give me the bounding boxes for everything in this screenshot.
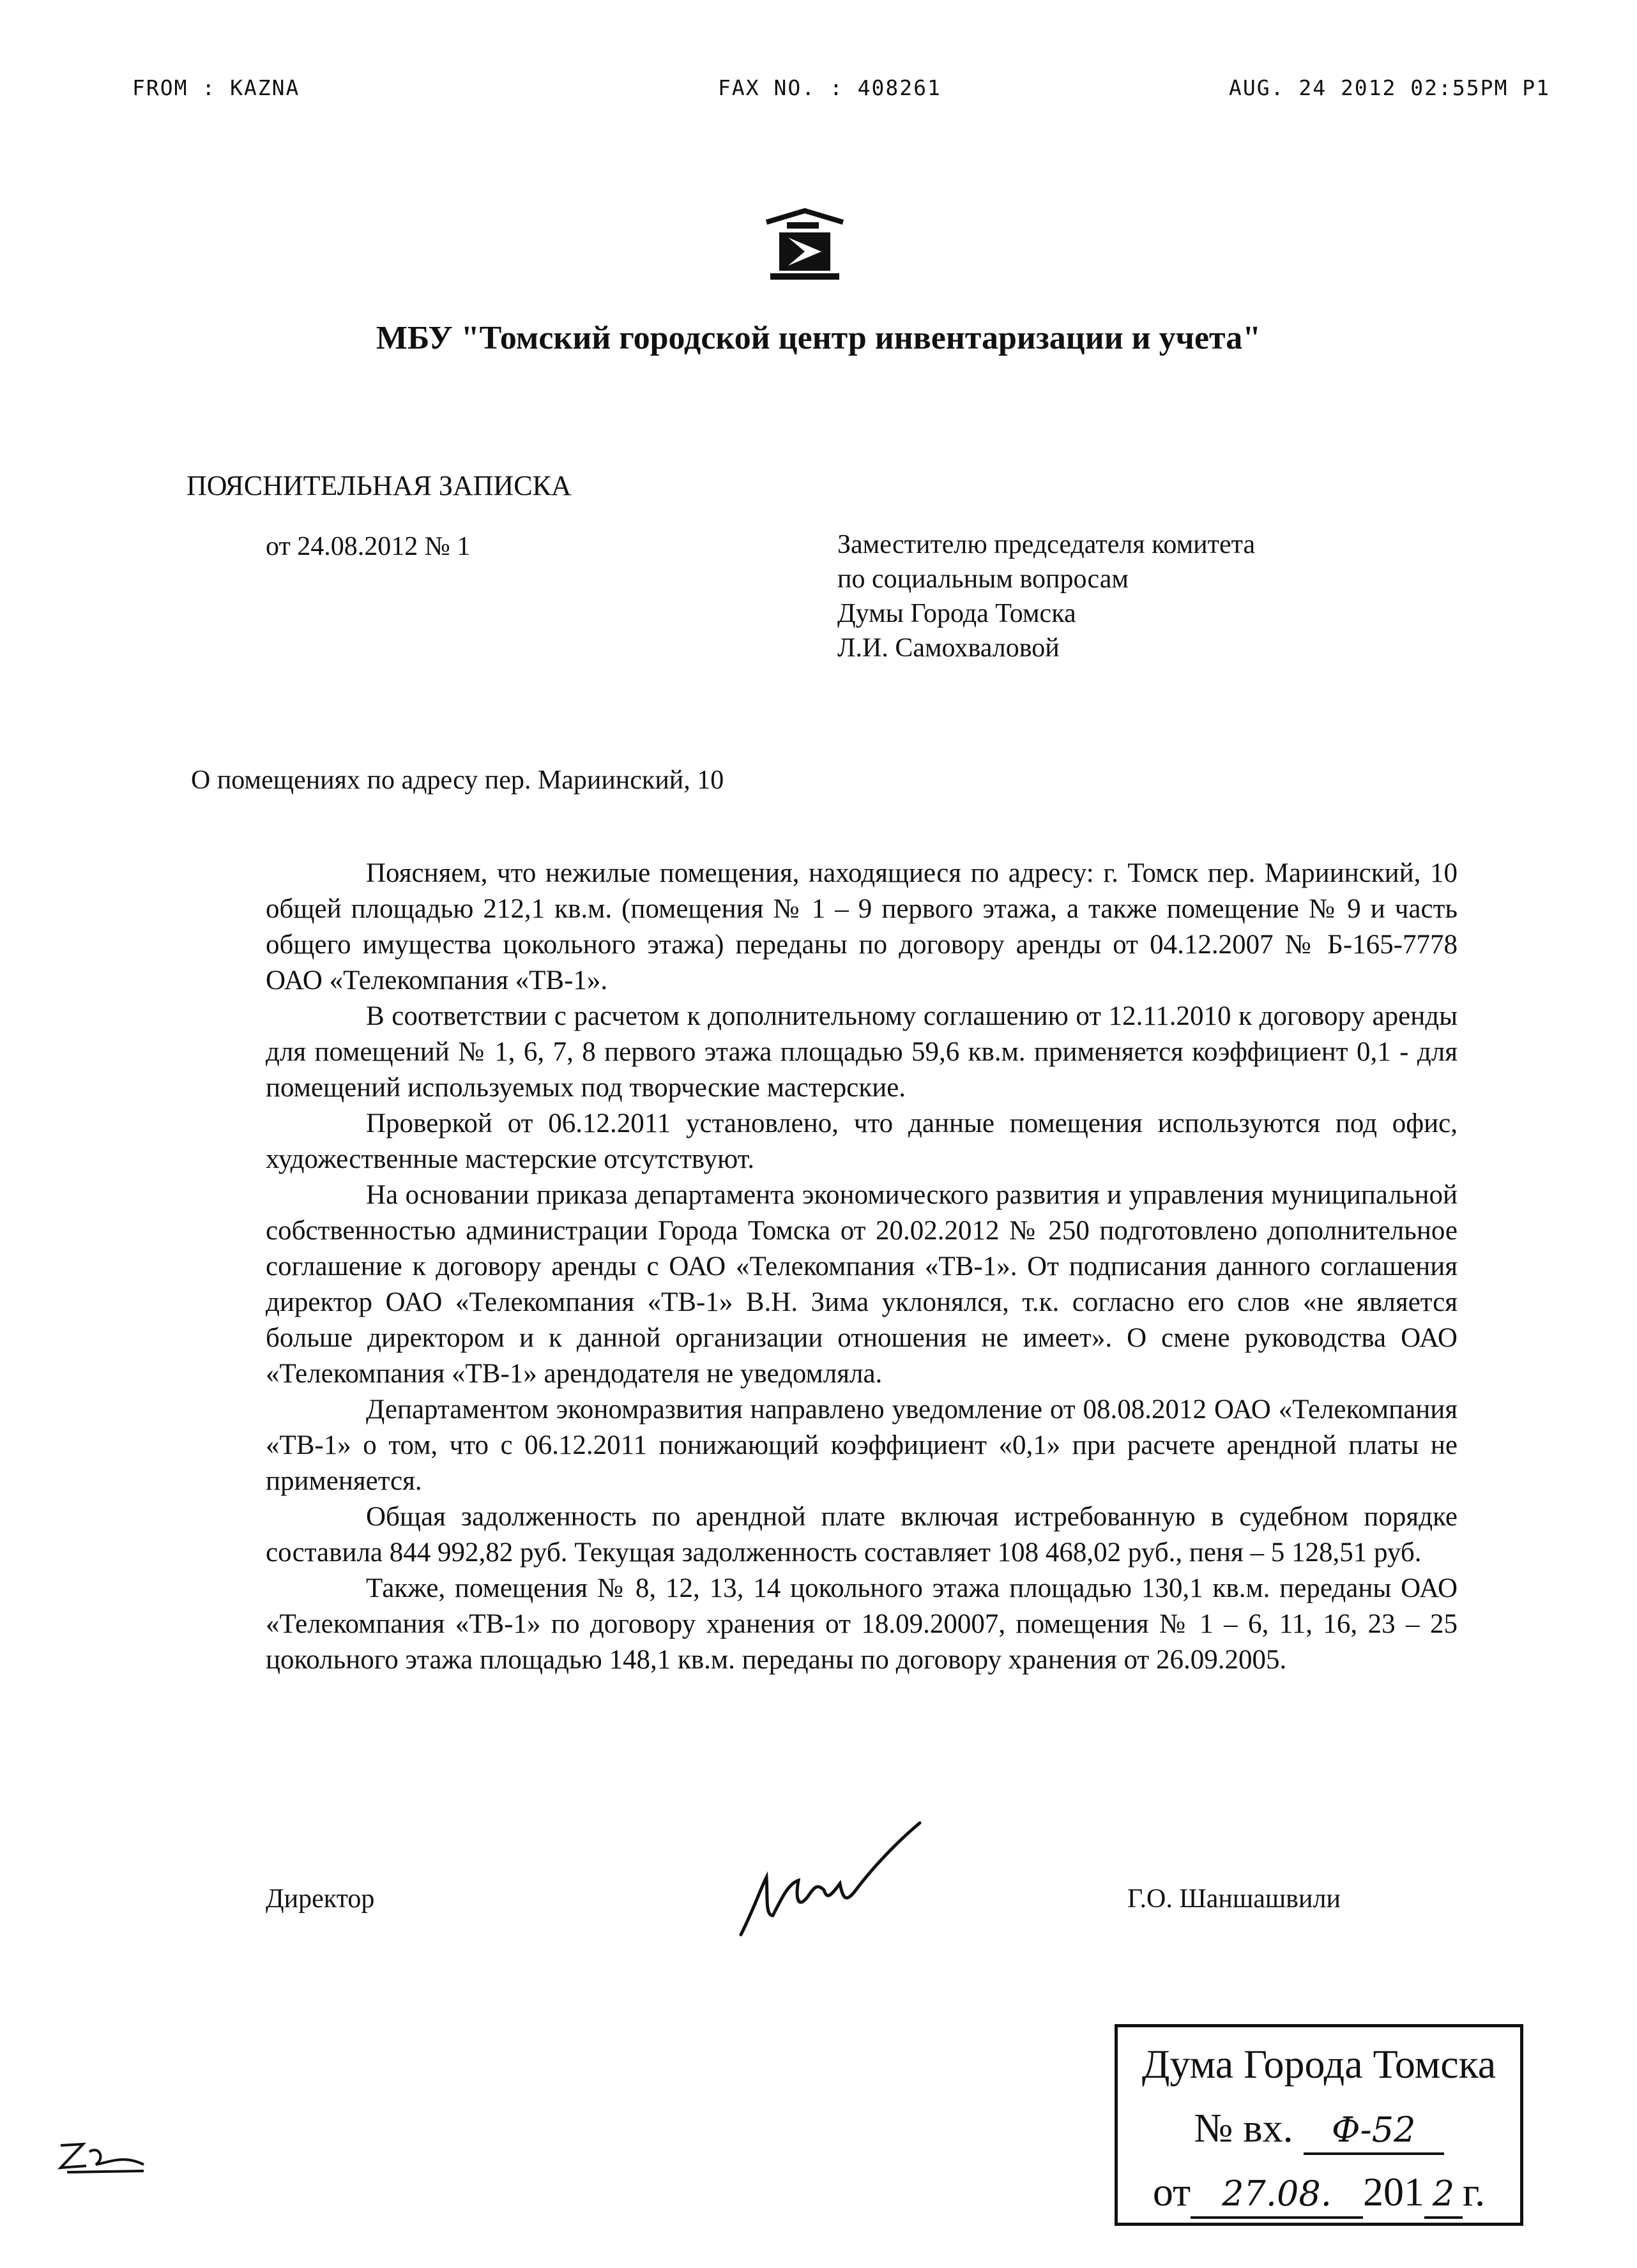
body-paragraph: Департаментом экономразвития направлено уведомление от 08.08.2012 ОАО «Телекомпания «ТВ-1» о том, что с 06.12.2011 понижающий коэффициент «0,1» при расчете арендной платы не применяется. (266, 1395, 1458, 1496)
fax-from: FROM : KAZNA (132, 75, 300, 100)
stamp-date-label: от (1152, 2169, 1191, 2214)
stamp-number-row (1118, 2096, 1520, 2160)
fax-number: FAX NO. : 408261 (718, 75, 941, 100)
stamp-date-value: 27.08. (1191, 2172, 1363, 2219)
organization-logo-icon (760, 208, 849, 282)
signer-name: Г.О. Шаншашвили (1127, 1884, 1341, 1914)
fax-datetime: AUG. 24 2012 02:55PM P1 (1229, 75, 1550, 100)
addressee-line: Думы Города Томска (837, 599, 1076, 628)
addressee-line: по социальным вопросам (837, 564, 1129, 594)
document-type: ПОЯСНИТЕЛЬНАЯ ЗАПИСКА (187, 470, 572, 501)
stamp-year-suffix: 2 (1424, 2172, 1463, 2219)
organization-title: МБУ "Томский городской центр инвентаризации и учета" (376, 320, 1261, 356)
body-paragraph: Поясняем, что нежилые помещения, находящиеся по адресу: г. Томск пер. Мариинский, 10 общей площадью 212,1 кв.м. (помещения № 1 – 9 первого этажа, а также помещение № 9 и часть общего имущества цокольного этажа) переданы по договору аренды от 04.12.2007 № Б-165-7778 ОАО «Телекомпания «ТВ-1». (266, 858, 1458, 995)
body-paragraph: В соответствии с расчетом к дополнительному соглашению от 12.11.2010 к договору аренды для помещений № 1, 6, 7, 8 первого этажа площадью 59,6 кв.м. применяется коэффициент 0,1 - для помещений используемых под творческие мастерские. (266, 1001, 1458, 1103)
registration-stamp (1115, 2024, 1523, 2226)
addressee-line: Заместителю председателя комитета (837, 530, 1256, 559)
stamp-title: Дума Города Томска (1141, 2041, 1496, 2087)
subject-line: О помещениях по адресу пер. Мариинский, 10 (191, 766, 724, 795)
stamp-year-unit: г. (1463, 2169, 1486, 2214)
document-body (266, 856, 1458, 1678)
document-number: от 24.08.2012 № 1 (266, 532, 471, 561)
stamp-date-row (1118, 2160, 1520, 2224)
body-paragraph: Проверкой от 06.12.2011 установлено, что данные помещения используются под офис, художественные мастерские отсутствуют. (266, 1108, 1458, 1174)
body-paragraph: Также, помещения № 8, 12, 13, 14 цокольного этажа площадью 130,1 кв.м. переданы ОАО «Телекомпания «ТВ-1» по договору хранения от 18.09.20007, помещения № 1 – 6, 11, 16, 23 – 25 цокольного этажа площадью 148,1 кв.м. переданы по договору хранения от 26.09.2005. (266, 1573, 1458, 1675)
handwritten-signature (728, 1820, 933, 1941)
addressee-block (837, 527, 1255, 665)
stamp-year-prefix: 201 (1363, 2169, 1425, 2214)
body-paragraph: Общая задолженность по арендной плате включая истребованную в судебном порядке составила 844 992,82 руб. Текущая задолженность составляет 108 468,02 руб., пеня – 5 128,51 руб. (266, 1502, 1458, 1568)
handwritten-initials (54, 2133, 150, 2177)
body-paragraph: На основании приказа департамента экономического развития и управления муниципальной собственностью администрации Города Томска от 20.02.2012 № 250 подготовлено дополнительное соглашение к договору аренды с ОАО «Телекомпания «ТВ-1». От подписания данного соглашения директор ОАО «Телекомпания «ТВ-1» В.Н. Зима уклонялся, т.к. согласно его слов «не является больше директором и к данной организации отношения не имеет». О смене руководства ОАО «Телекомпания «ТВ-1» арендодателя не уведомляла. (266, 1180, 1458, 1389)
stamp-number-value: Ф-52 (1304, 2108, 1444, 2155)
signer-role: Директор (266, 1884, 375, 1914)
stamp-number-label: № вх. (1194, 2105, 1293, 2151)
addressee-line: Л.И. Самохваловой (837, 633, 1060, 663)
